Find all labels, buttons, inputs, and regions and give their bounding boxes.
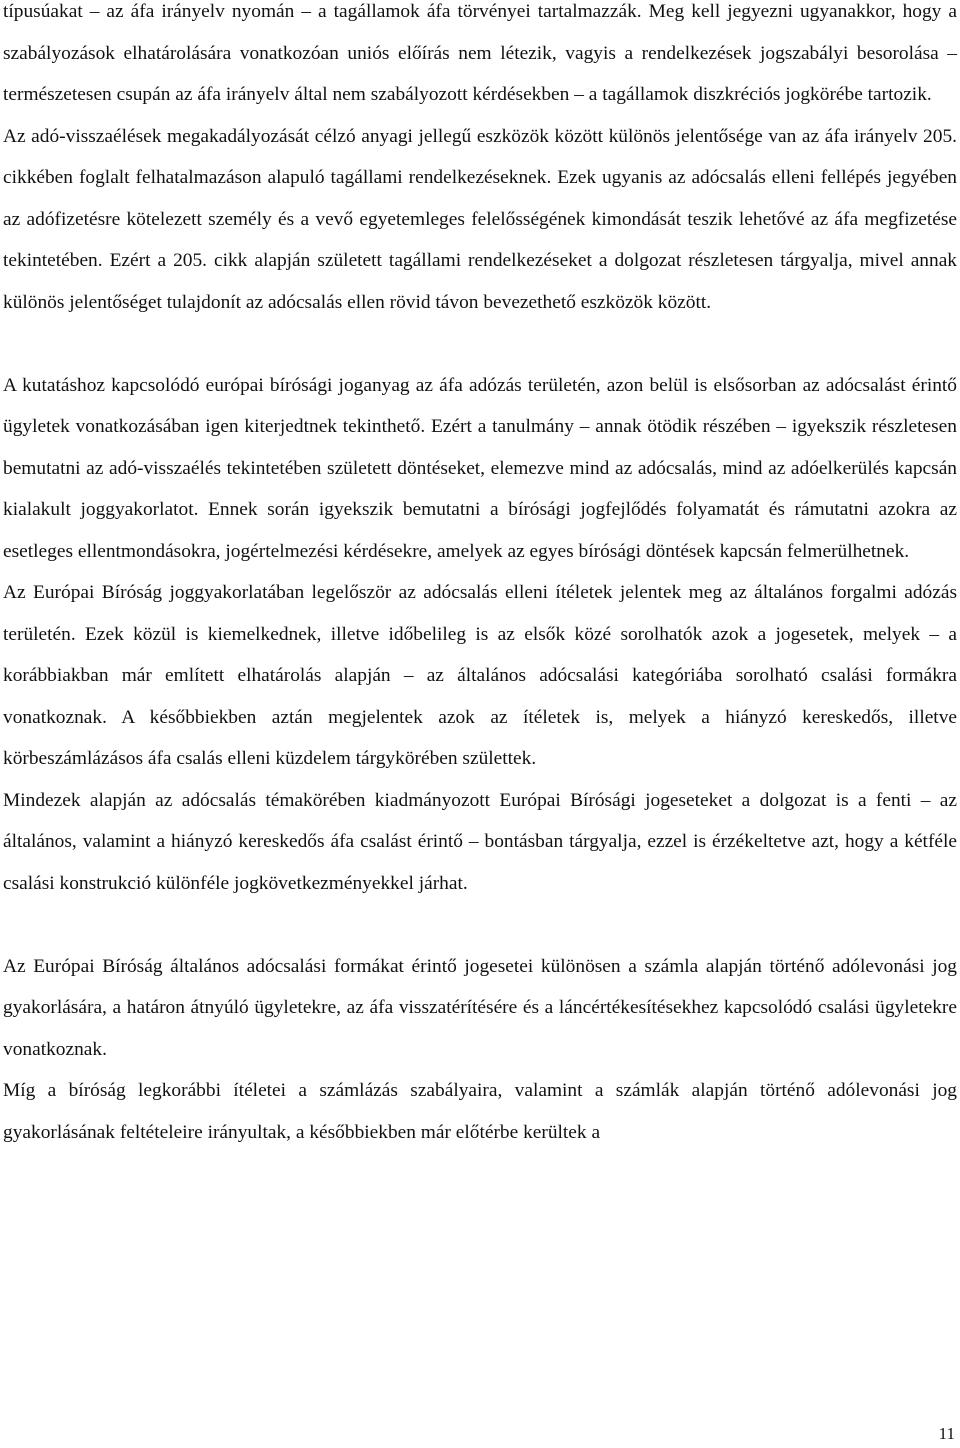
paragraph-3: A kutatáshoz kapcsolódó európai bírósági joganyag az áfa adózás területén, azon belül is elsősorban az adócsalást érintő ügyletek vonatkozásában igen kiterjedtnek tekinthető. Ezért a tanulmány – annak ötödik részében – igyekszik részletesen bemutatni az adó-visszaélés tekintetében született döntéseket, elemezve mind az adócsalás, mind az adóelkerülés kapcsán kialakult joggyakorlatot. Ennek során igyekszik bemutatni a bírósági jogfejlődés folyamatát és rámutatni azokra az esetleges ellentmondásokra, jogértelmezési kérdésekre, amelyek az egyes bírósági döntések kapcsán felmerülhetnek. — [3, 374, 957, 562]
paragraph-7: Míg a bíróság legkorábbi ítéletei a számlázás szabályaira, valamint a számlák alapján történő adólevonási jog gyakorlásának feltételeire irányultak, a későbbiekben már előtérbe kerültek a — [3, 1080, 957, 1143]
paragraph-6: Az Európai Bíróság általános adócsalási formákat érintő jogesetei különösen a számla alapján történő adólevonási jog gyakorlására, a határon átnyúló ügyletekre, az áfa visszatérítésére és a láncértékesítésekhez kapcsolódó csalási ügyletekre vonatkoznak. — [3, 955, 957, 1060]
document-body — [3, 0, 957, 1153]
paragraph-4: Az Európai Bíróság joggyakorlatában legelőször az adócsalás elleni ítéletek jelentek meg az általános forgalmi adózás területén. Ezek közül is kiemelkednek, illetve időbelileg is az elsők közé sorolhatók azok a jogesetek, melyek – a korábbiakban már említett elhatárolás alapján – az általános adócsalási kategóriába sorolható csalási formákra vonatkoznak. A későbbiekben aztán megjelentek azok az ítéletek is, melyek a hiányzó kereskedős, illetve körbeszámlázásos áfa csalás elleni küzdelem tárgykörében születtek. — [3, 582, 957, 769]
paragraph-spacing — [3, 323, 957, 365]
page-number: 11 — [938, 1424, 955, 1443]
paragraph-1: típusúakat – az áfa irányelv nyomán – a tagállamok áfa törvényei tartalmazzák. Meg kell jegyezni ugyanakkor, hogy a szabályozások elhatárolására vonatkozóan uniós előírás nem létezik, vagyis a rendelkezések jogszabályi besorolása – természetesen csupán az áfa irányelv által nem szabályozott kérdésekben – a tagállamok diszkréciós jogkörébe tartozik. — [3, 1, 957, 105]
paragraph-spacing — [3, 904, 957, 946]
paragraph-5: Mindezek alapján az adócsalás témakörében kiadmányozott Európai Bírósági jogeseteket a dolgozat is a fenti – az általános, valamint a hiányzó kereskedős áfa csalást érintő – bontásban tárgyalja, ezzel is érzékeltetve azt, hogy a kétféle csalási konstrukció különféle jogkövetkezményekkel járhat. — [3, 789, 957, 894]
paragraph-2: Az adó-visszaélések megakadályozását célzó anyagi jellegű eszközök között különös jelentősége van az áfa irányelv 205. cikkében foglalt felhatalmazáson alapuló tagállami rendelkezéseknek. Ezek ugyanis az adócsalás elleni fellépés jegyében az adófizetésre kötelezett személy és a vevő egyetemleges felelősségének kimondását teszik lehetővé az áfa megfizetése tekintetében. Ezért a 205. cikk alapján született tagállami rendelkezéseket a dolgozat részletesen tárgyalja, mivel annak különös jelentőséget tulajdonít az adócsalás ellen rövid távon bevezethető eszközök között. — [3, 125, 957, 313]
